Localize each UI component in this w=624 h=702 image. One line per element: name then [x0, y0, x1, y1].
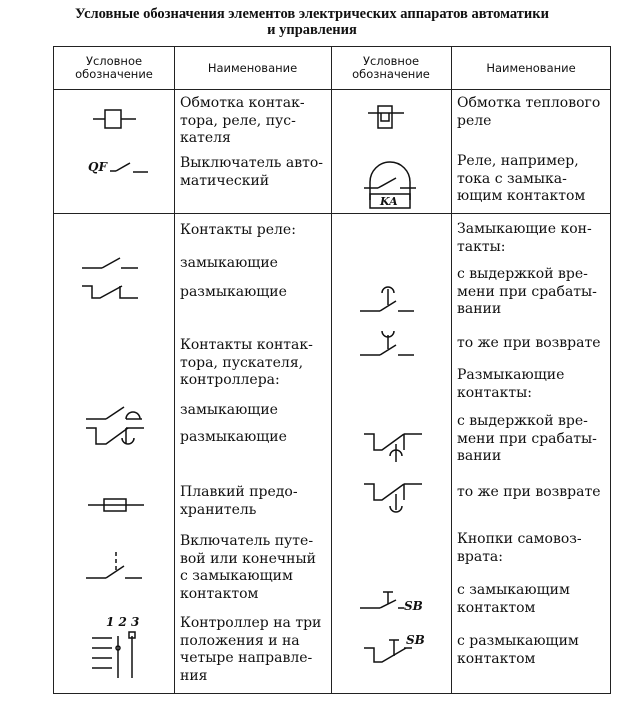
coil-label: Обмотка контак- тора, реле, пус- кателя: [180, 95, 305, 146]
button-closing-symbol: [358, 588, 430, 614]
page-title: Условные обозначения элементов электрических аппаратов автоматики и управления: [75, 6, 549, 38]
delay-return-label: то же при возврате: [457, 335, 601, 351]
contactor-closing-contact-symbol: [84, 401, 144, 425]
button-opening-label: с размыкающим контактом: [457, 633, 579, 667]
controller-symbol: [86, 614, 148, 680]
relay-contacts-label: Контакты реле:: [180, 222, 296, 238]
button-designation: SB: [406, 633, 425, 647]
section-divider: [54, 213, 610, 214]
button-closing-label: с замыкающим контактом: [457, 582, 570, 616]
contactor-closing-label: замыкающие: [180, 402, 278, 418]
column-divider: [451, 47, 452, 693]
fuse-label: Плавкий предо- хранитель: [180, 484, 298, 518]
delay-on-label: с выдержкой вре- мени при срабаты- вании: [457, 266, 597, 317]
column-divider: [331, 47, 332, 693]
delay-on-closing-symbol: [358, 283, 418, 317]
controller-label: Контроллер на три положения и на четыре направле- ния: [180, 615, 322, 684]
relay-ka-symbol: [360, 158, 420, 210]
thermal-coil-symbol: [366, 103, 410, 131]
limit-switch-label: Включатель путе- вой или конечный с замыкающим контактом: [180, 533, 316, 602]
header-divider: [54, 89, 610, 90]
delay-on-2-label: с выдержкой вре- мени при срабаты- вании: [457, 413, 597, 464]
header-symbol-right: Условное обозначение: [352, 54, 430, 81]
controller-positions: 1 2 3: [106, 615, 140, 629]
column-divider: [174, 47, 175, 693]
delay-return-2-label: то же при возврате: [457, 484, 601, 500]
opening-contacts-label: Размыкающие контакты:: [457, 367, 565, 401]
relay-closing-contact-symbol: [80, 252, 140, 274]
relay-ka-label: Реле, например, тока с замыка- ющим контактом: [457, 153, 586, 204]
fuse-symbol: [86, 496, 148, 514]
delay-return-closing-symbol: [358, 327, 418, 361]
contactor-contacts-label: Контакты контак- тора, пускателя, контроллера:: [180, 337, 313, 388]
header-symbol-left: Условное обозначение: [75, 54, 153, 81]
symbols-table: [53, 46, 611, 694]
contactor-opening-label: размыкающие: [180, 429, 287, 445]
header-name-right: Наименование: [486, 60, 576, 75]
thermal-relay-label: Обмотка теплового реле: [457, 95, 601, 129]
relay-opening-label: размыкающие: [180, 284, 287, 300]
relay-opening-contact-symbol: [80, 282, 140, 304]
relay-closing-label: замыкающие: [180, 255, 278, 271]
delay-on-opening-symbol: [362, 430, 426, 468]
delay-return-opening-symbol: [362, 480, 426, 518]
limit-switch-symbol: [84, 550, 146, 584]
buttons-label: Кнопки самовоз- врата:: [457, 531, 582, 565]
closing-contacts-label: Замыкающие кон- такты:: [457, 221, 592, 255]
contactor-opening-contact-symbol: [84, 424, 148, 454]
button-opening-symbol: [362, 632, 432, 668]
breaker-designation: QF: [88, 160, 107, 174]
breaker-symbol: [88, 158, 152, 178]
coil-symbol: [90, 107, 140, 131]
header-name-left: Наименование: [207, 60, 298, 75]
button-designation: SB: [404, 599, 423, 613]
breaker-label: Выключатель авто- матический: [180, 155, 323, 189]
relay-designation: KA: [380, 195, 398, 208]
